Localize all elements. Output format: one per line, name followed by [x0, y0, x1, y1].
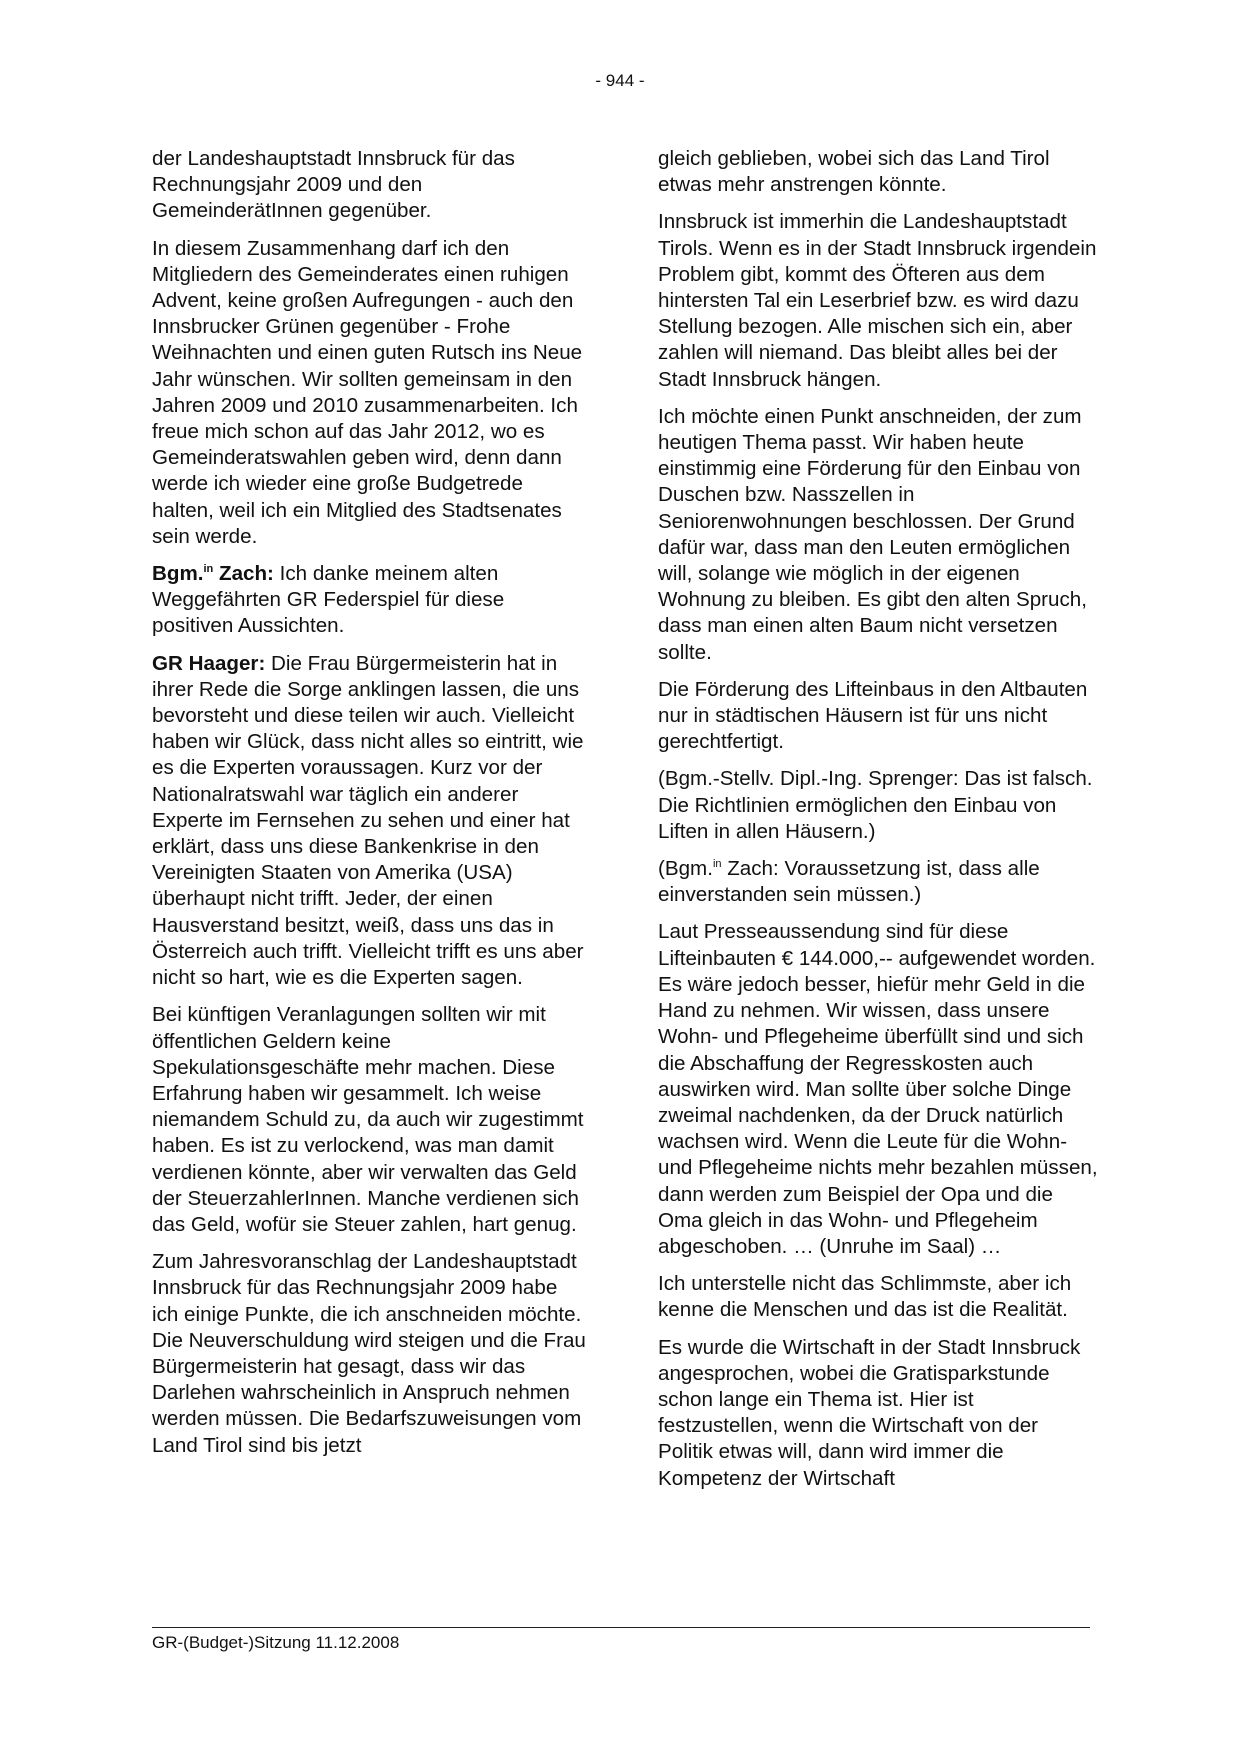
- page-number: - 944 -: [595, 71, 645, 90]
- paragraph: In diesem Zusammenhang darf ich den Mitgliedern des Gemeinderates einen ruhigen Advent, keine großen Aufregungen - auch den Innsbrucker Grünen gegenüber - Frohe Weihnachten und einen guten Rutsch ins Neue Jahr wünschen. Wir sollten gemeinsam in den Jahren 2009 und 2010 zusammenarbeiten. Ich freue mich schon auf das Jahr 2012, wo es Gemeinderatswahlen geben wird, denn dann werde ich wieder eine große Budgetrede halten, weil ich ein Mitglied des Stadtsenates sein werde.: [152, 236, 583, 548]
- paragraph: Laut Presseaussendung sind für diese Lifteinbauten € 144.000,-- aufgewendet worden. Es wäre jedoch besser, hiefür mehr Geld in die Hand zu nehmen. Wir wissen, dass unsere Wohn- und Pflegeheime überfüllt sind und sich die Abschaffung der Regresskosten auch auswirken wird. Man sollte über solche Dinge zweimal nachdenken, da der Druck natürlich wachsen wird. Wenn die Leute für die Wohn- und Pflegeheime nichts mehr bezahlen müssen, dann werden zum Beispiel der Opa und die Oma gleich in das Wohn- und Pflegeheim abgeschoben. … (Unruhe im Saal) …: [658, 920, 1098, 1258]
- paragraph: Bei künftigen Veranlagungen sollten wir mit öffentlichen Geldern keine Spekulationsgeschäfte mehr machen. Diese Erfahrung haben wir gesammelt. Ich weise niemandem Schuld zu, da auch wir zugestimmt haben. Es ist zu verlockend, was man damit verdienen könnte, aber wir verwalten das Geld der SteuerzahlerInnen. Manche verdienen sich das Geld, wofür sie Steuer zahlen, hart genug.: [152, 1003, 584, 1236]
- paragraph: Ich möchte einen Punkt anschneiden, der zum heutigen Thema passt. Wir haben heute einstimmig eine Förderung für den Einbau von Duschen bzw. Nasszellen in Seniorenwohnungen beschlossen. Der Grund dafür war, dass man den Leuten ermöglichen will, solange wie möglich in der eigenen Wohnung zu bleiben. Es gibt den alten Spruch, dass man einen alten Baum nicht versetzen sollte.: [658, 404, 1087, 664]
- speaker-name: GR Haager:: [152, 651, 266, 675]
- speaker-text: Die Frau Bürgermeisterin hat in ihrer Rede die Sorge anklingen lassen, die uns bevorsteht und diese teilen wir auch. Vielleicht haben wir Glück, dass nicht alles so eintritt, wie es die Experten voraussagen. Kurz vor der Nationalratswahl war täglich ein anderer Experte im Fernsehen zu sehen und einer hat erklärt, dass uns diese Bankenkrise in den Vereinigten Staaten von Amerika (USA) überhaupt nicht trifft. Jeder, der einen Hausverstand besitzt, weiß, dass uns das in Österreich auch trifft. Vielleicht trifft es uns aber nicht so hart, wie es die Experten sagen.: [152, 651, 584, 990]
- interjection-prefix: (Bgm.: [658, 857, 713, 881]
- paragraph: Ich unterstelle nicht das Schlimmste, aber ich kenne die Menschen und das ist die Realität.: [658, 1272, 1072, 1322]
- footer-session-label: GR-(Budget-)Sitzung 11.12.2008: [152, 1633, 400, 1652]
- speaker-title: Bgm.: [152, 562, 204, 586]
- paragraph: Es wurde die Wirtschaft in der Stadt Innsbruck angesprochen, wobei die Gratisparkstunde schon lange ein Thema ist. Hier ist festzustellen, wenn die Wirtschaft von der Politik etwas will, dann wird immer die Kompetenz der Wirtschaft: [658, 1335, 1081, 1490]
- paragraph: Zum Jahresvoranschlag der Landeshauptstadt Innsbruck für das Rechnungsjahr 2009 habe ich einige Punkte, die ich anschneiden möchte. Die Neuverschuldung wird steigen und die Frau Bürgermeisterin hat gesagt, dass wir das Darlehen wahrscheinlich in Anspruch nehmen werden müssen. Die Bedarfszuweisungen vom Land Tirol sind bis jetzt: [152, 1250, 586, 1457]
- paragraph: der Landeshauptstadt Innsbruck für das Rechnungsjahr 2009 und den GemeinderätInnen gegenüber.: [152, 147, 515, 223]
- paragraph: gleich geblieben, wobei sich das Land Tirol etwas mehr anstrengen könnte.: [658, 147, 1050, 197]
- interjection-superscript: in: [712, 858, 722, 871]
- left-column: [152, 146, 588, 1470]
- speaker-paragraph: [152, 651, 588, 992]
- speaker-name: [152, 562, 274, 585]
- paragraph: Innsbruck ist immerhin die Landeshauptstadt Tirols. Wenn es in der Stadt Innsbruck irgendein Problem gibt, kommt des Öfteren aus dem hintersten Tal ein Leserbrief bzw. es wird dazu Stellung bezogen. Alle mischen sich ein, aber zahlen will niemand. Das bleibt alles bei der Stadt Innsbruck hängen.: [658, 210, 1097, 391]
- speaker-paragraph: [152, 561, 588, 640]
- footer-divider: [152, 1627, 1090, 1628]
- speaker-text: Ich danke meinem alten Weggefährten GR Federspiel für diese positiven Aussichten.: [152, 562, 505, 638]
- interjection: [658, 856, 1098, 908]
- speaker-title-superscript: in: [203, 563, 214, 576]
- interjection: (Bgm.-Stellv. Dipl.-Ing. Sprenger: Das ist falsch. Die Richtlinien ermöglichen den Einbau von Liften in allen Häusern.): [658, 767, 1093, 843]
- speaker-surname: Zach:: [213, 562, 274, 586]
- paragraph: Die Förderung des Lifteinbaus in den Altbauten nur in städtischen Häusern ist für uns nicht gerechtfertigt.: [658, 677, 1088, 754]
- interjection-text: Zach: Voraussetzung ist, dass alle einverstanden sein müssen.): [658, 857, 1040, 907]
- right-column: [658, 146, 1098, 1503]
